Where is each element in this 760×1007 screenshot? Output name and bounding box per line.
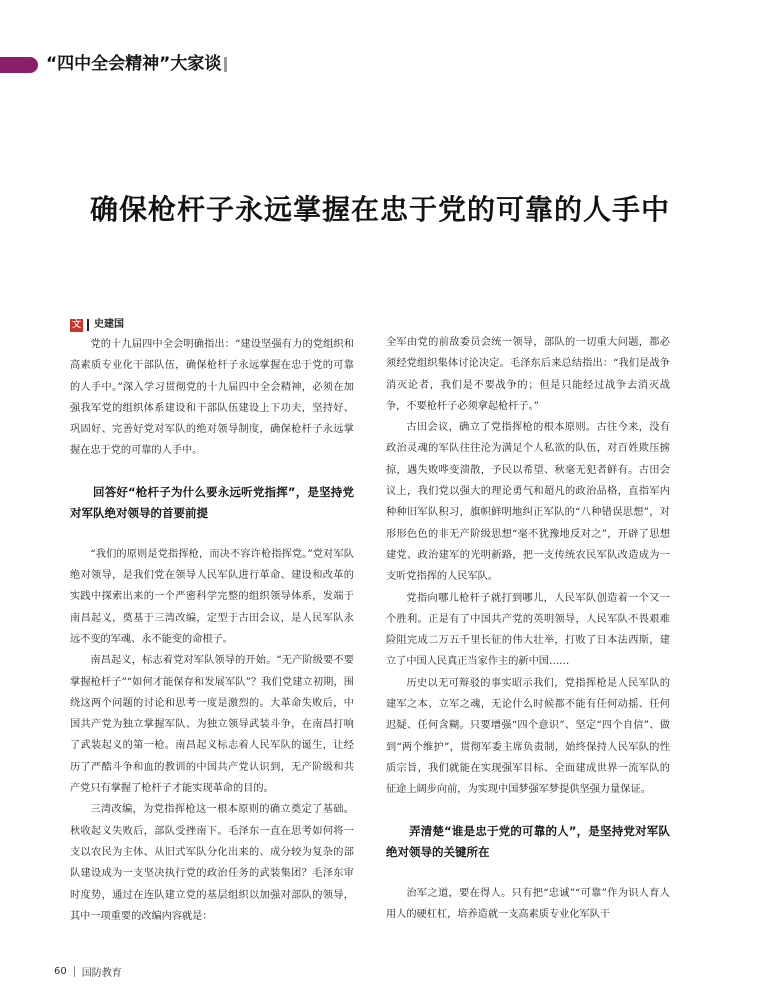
body-paragraph: 古田会议，确立了党指挥枪的根本原则。古往今来，没有政治灵魂的军队往往沦为满足个人私欲的队伍，对百姓欺压掳掠，遇失败哗变溃散，予民以希望、秋毫无犯者鲜有。古田会议上，我们党以强大的理论勇气和超凡的政治品格，直指军内种种旧军队积习，旗帜鲜明地纠正军队的“八种错误思想”，对形形色色的非无产阶级思想“毫不犹豫地反对之”，开辟了思想建党、政治建军的光明新路，把一支传统农民军队改造成为一支听党指挥的人民军队。: [386, 422, 670, 583]
byline: [70, 318, 354, 332]
journal-name: 国防教育: [81, 968, 122, 979]
left-column-body: [70, 334, 354, 927]
body-paragraph: 治军之道，要在得人。只有把“忠诚”“可靠”作为识人育人用人的硬杠杠，培养造就一支高素质专业化军队干: [386, 887, 670, 920]
right-column-body: [386, 332, 670, 925]
footer-divider: [74, 966, 75, 977]
section-heading: 回答好“枪杆子为什么要永远听党指挥”，是坚持党对军队绝对领导的首要前提: [70, 484, 354, 520]
body-paragraph: 历史以无可辩驳的事实昭示我们，党指挥枪是人民军队的建军之本、立军之魂，无论什么时候都不能有任何动摇、任何迟疑、任何含糊。只要增强“四个意识”、坚定“四个自信”、做到“两个维护”，贯彻军委主席负责制，始终保持人民军队的性质宗旨，我们就能在实现强军目标、全面建成世界一流军队的征途上阔步向前，为实现中国梦强军梦提供坚强力量保证。: [386, 677, 670, 796]
page-number: 60: [54, 966, 67, 977]
body-paragraph: 全军由党的前敌委员会统一领导，部队的一切重大问题，都必须经党组织集体讨论决定。毛泽东后来总结指出：“我们是战争消灭论者，我们是不要战争的；但是只能经过战争去消灭战争，不要枪杆子必须拿起枪杆子。”: [386, 337, 670, 412]
author-name: 史建国: [94, 319, 124, 331]
byline-divider: [87, 319, 89, 331]
body-paragraph: 三湾改编，为党指挥枪这一根本原则的确立奠定了基础。秋收起义失败后，部队受挫南下。毛泽东一直在思考如何将一支以农民为主体、从旧式军队分化出来的、成分较为复杂的部队建设成为一支坚决执行党的政治任务的武装集团？毛泽东审时度势，通过在连队建立党的基层组织以加强对部队的领导，其中一项重要的改编内容就是：: [70, 804, 354, 922]
body-paragraph: “我们的原则是党指挥枪，而决不容许枪指挥党。”党对军队绝对领导，是我们党在领导人民军队进行革命、建设和改革的实践中探索出来的一个严密科学完整的组织领导体系，发端于南昌起义，奠基于三湾改编，定型于古田会议，是人民军队永远不变的军魂、永不能变的命根子。: [70, 548, 354, 645]
byline-tag: 文: [71, 319, 81, 330]
section-heading: 弄清楚“谁是忠于党的可靠的人”，是坚持党对军队绝对领导的关键所在: [386, 823, 670, 859]
body-paragraph: 南昌起义，标志着党对军队领导的开始。“无产阶级要不要掌握枪杆子”“如何才能保存和发展军队”？我们党建立初期，围绕这两个问题的讨论和思考一度是激烈的。大革命失败后，中国共产党为独立掌握军队、为独立领导武装斗争，在南昌打响了武装起义的第一枪。南昌起义标志着人民军队的诞生，让经历了严酷斗争和血的教训的中国共产党认识到，无产阶级和共产党只有掌握了枪杆子才能实现革命的目的。: [70, 655, 354, 795]
body-paragraph: 党的十九届四中全会明确指出：“建设坚强有力的党组织和高素质专业化干部队伍，确保枪杆子永远掌握在忠于党的可靠的人手中。”深入学习贯彻党的十九届四中全会精神，必须在加强我军党的组织体系建设和干部队伍建设上下功夫，坚持好、巩固好、完善好党对军队的绝对领导制度，确保枪杆子永远掌握在忠于党的可靠的人手中。: [70, 339, 354, 457]
article-title: 确保枪杆子永远掌握在忠于党的可靠的人手中: [89, 193, 670, 226]
left-column: [70, 318, 354, 927]
section-title: “四中全会精神”大家谈: [46, 54, 222, 74]
section-divider: [224, 57, 227, 72]
body-paragraph: 党指向哪儿枪杆子就打到哪儿，人民军队创造着一个又一个胜利。正是有了中国共产党的英明领导，人民军队不畏艰难险阻完成二万五千里长征的伟大壮举，打败了日本法西斯，建立了中国人民真正当家作主的新中国……: [386, 592, 670, 668]
section-marker-bar: [0, 57, 38, 73]
page-footer: [54, 964, 122, 979]
right-column: [386, 332, 670, 925]
